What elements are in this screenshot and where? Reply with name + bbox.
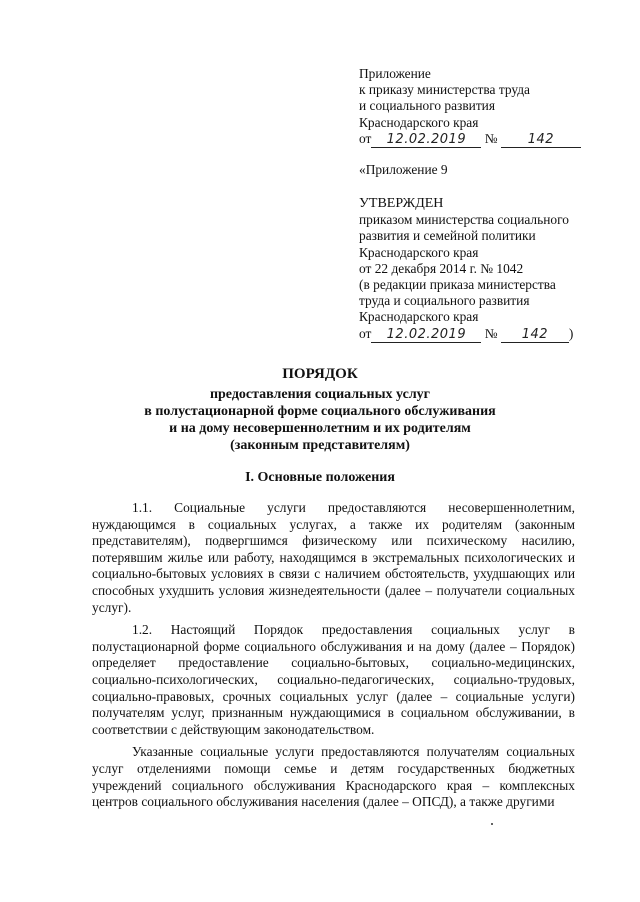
document-subtitle-line: и на дому несовершеннолетним и их родителям [169, 421, 471, 436]
document-title: ПОРЯДОК [282, 366, 358, 382]
appendix-label: «Приложение 9 [359, 161, 448, 177]
approval-line: Краснодарского края [359, 244, 479, 260]
approval-line: развития и семейной политики [359, 228, 536, 244]
closing-paren: ) [568, 325, 574, 341]
approval-heading: УТВЕРЖДЕН [359, 196, 444, 211]
document-subtitle-line: (законным представителям) [230, 438, 410, 453]
approval-line: Краснодарского края [359, 309, 479, 325]
number-prefix: № [484, 130, 498, 146]
paragraph-1-2: 1.2. Настоящий Порядок предоставления социальных услуг в полустационарной форме социального обслуживания и на дому (далее – Порядок) определяет предоставление социально-бытовых, социально-медицинских, социально-психологических, социально-педагогических, социально-трудовых, социально-правовых, срочных социальных услуг (далее – социальные услуги) получателям услуг, признанным нуждающимися в социальном обслуживании, в соответствии с действующим законодательством. [92, 622, 575, 737]
approval-date-line [359, 326, 609, 343]
date-prefix: от [359, 130, 372, 146]
handwritten-number: 142 [501, 328, 569, 343]
handwritten-date: 12.02.2019 [371, 328, 481, 343]
approval-block [359, 196, 609, 343]
annex-header-block [359, 66, 609, 178]
annex-header-line: к приказу министерства труда [359, 82, 530, 98]
section-heading: I. Основные положения [245, 470, 395, 485]
annex-header-line: Краснодарского края [359, 114, 479, 130]
annex-header-line: Приложение [359, 66, 431, 81]
approval-line: труда и социального развития [359, 293, 530, 309]
annex-date-line [359, 131, 609, 148]
document-subtitle-line: предоставления социальных услуг [209, 387, 431, 402]
handwritten-date: 12.02.2019 [371, 133, 481, 148]
approval-line: приказом министерства социального [359, 212, 569, 228]
date-prefix: от [359, 325, 372, 341]
document-body [92, 500, 575, 817]
annex-header-line: и социального развития [359, 98, 495, 114]
approval-line: от 22 декабря 2014 г. № 1042 [359, 260, 524, 276]
handwritten-number: 142 [501, 133, 581, 148]
approval-line: (в редакции приказа министерства [359, 277, 556, 293]
number-prefix: № [484, 325, 498, 341]
paragraph-services: Указанные социальные услуги предоставляются получателям социальных услуг отделениями помощи семье и детям государственных бюджетных учреждений социального обслуживания Краснодарского края – комплексных центров социального обслуживания населения (далее – ОПСД), а также другими [92, 744, 575, 810]
document-subtitle-line: в полустационарной форме социального обслуживания [144, 404, 496, 419]
paragraph-1-1: 1.1. Социальные услуги предоставляются несовершеннолетним, нуждающимся в социальных услугах, а также их родителям (законным представителям), подвергшимся физическому или психическому насилию, потерявшим жилье или работу, находящимся в экстремальных психологических и социально-бытовых условиях в связи с наличием обстоятельств, ухудшающих или способных ухудшить условия жизнедеятельности (далее – получатели социальных услуг). [92, 500, 575, 615]
scan-speck [491, 823, 493, 825]
